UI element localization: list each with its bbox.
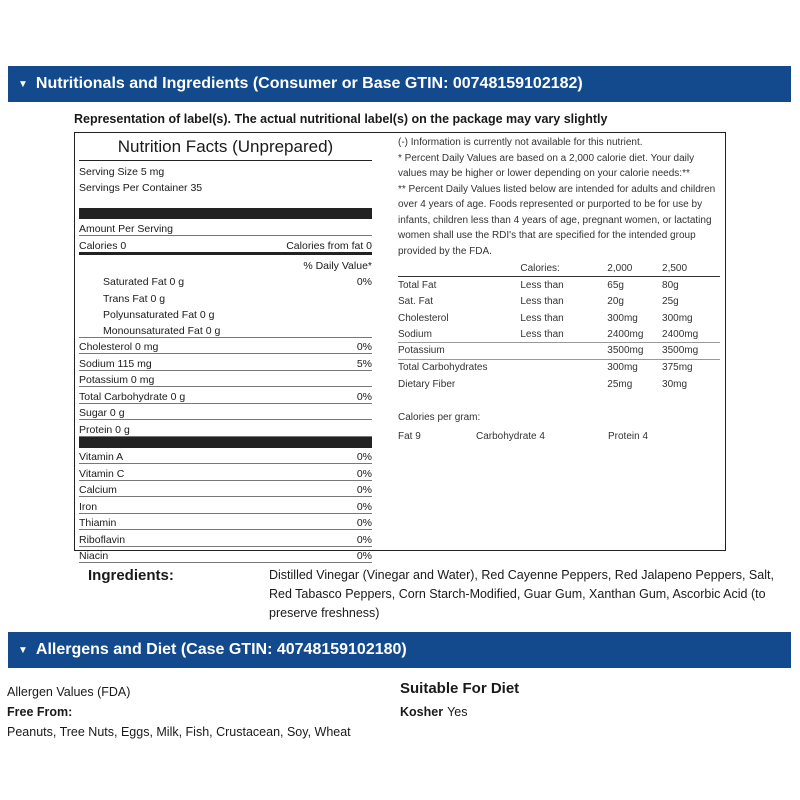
cpg-protein: Protein 4 bbox=[608, 430, 649, 442]
dv-table-row: Sodium Less than 2400mg 2400mg bbox=[398, 326, 720, 343]
calories-per-gram-title: Calories per gram: bbox=[398, 412, 481, 423]
suitable-for-diet bbox=[400, 680, 519, 719]
daily-value-header: % Daily Value* bbox=[303, 259, 372, 272]
calories-row: Calories 0 Calories from fat 0 bbox=[79, 240, 372, 252]
vitamin-row: Calcium 0% bbox=[79, 481, 372, 498]
vitamin-row: Riboflavin 0% bbox=[79, 530, 372, 547]
note-rdi: ** Percent Daily Values listed below are intended for adults and children over 4 years of age. Foods represented or purported to be for use by infants, children less than 4 years of age, pregnant women, or lactating women shall use the RDI's that are specified for the intended group provided by the FDA. bbox=[398, 183, 716, 257]
note-percent-dv: * Percent Daily Values are based on a 2,000 calorie diet. Your daily values may be higher or lower depending on your calorie needs:** bbox=[398, 152, 695, 179]
vitamin-row: Thiamin 0% bbox=[79, 514, 372, 531]
allergens-section-title: Allergens and Diet (Case GTIN: 40748159102180) bbox=[35, 641, 407, 658]
allergen-values bbox=[7, 682, 351, 742]
dv-table-row: Total Fat Less than 65g 80g bbox=[398, 279, 679, 291]
free-from-list: Peanuts, Tree Nuts, Eggs, Milk, Fish, Crustacean, Soy, Wheat bbox=[7, 725, 351, 739]
nutritionals-section-title: Nutritionals and Ingredients (Consumer or Base GTIN: 00748159102182) bbox=[35, 75, 583, 92]
dv-table-row: Dietary Fiber 25mg 30mg bbox=[398, 378, 688, 390]
diet-key: Kosher bbox=[400, 705, 444, 719]
caret-down-icon: ▼ bbox=[18, 78, 28, 90]
vitamin-row: Iron 0% bbox=[79, 497, 372, 514]
ingredients-text: Distilled Vinegar (Vinegar and Water), Red Cayenne Peppers, Red Jalapeno Peppers, Salt, Red Tabasco Peppers, Corn Starch-Modified, Guar Gum, Xanthan Gum, Ascorbic Acid (to preserve freshness) bbox=[269, 568, 774, 620]
representation-note: Representation of label(s). The actual nutritional label(s) on the package may vary slightly bbox=[74, 112, 608, 126]
amount-per-serving: Amount Per Serving bbox=[79, 219, 372, 236]
fat-row: Trans Fat 0 g bbox=[103, 292, 166, 305]
cpg-carb: Carbohydrate 4 bbox=[476, 430, 545, 442]
nutrition-label bbox=[74, 132, 726, 562]
servings-per-container: Servings Per Container 35 bbox=[79, 182, 203, 194]
fat-row: Polyunsaturated Fat 0 g bbox=[103, 309, 215, 321]
fat-row: Monounsaturated Fat 0 g bbox=[79, 321, 372, 338]
dv-table-row: Cholesterol Less than 300mg 300mg bbox=[398, 312, 693, 324]
ingredients-label: Ingredients: bbox=[88, 567, 174, 584]
nutrient-row: Sugar 0 g bbox=[79, 404, 372, 421]
diet-title: Suitable For Diet bbox=[400, 680, 520, 697]
cpg-fat: Fat 9 bbox=[398, 430, 421, 442]
nutrient-row: Cholesterol 0 mg 0% bbox=[79, 338, 372, 355]
nf-divider bbox=[79, 208, 372, 219]
nutrition-facts-title: Nutrition Facts (Unprepared) bbox=[79, 135, 372, 161]
caret-down-icon: ▼ bbox=[18, 644, 28, 656]
dv-table-row: Sat. Fat Less than 20g 25g bbox=[398, 296, 679, 307]
daily-value-notes bbox=[398, 135, 720, 444]
allergens-section-header[interactable] bbox=[8, 632, 791, 668]
fat-row: Saturated Fat 0 g 0% bbox=[103, 276, 372, 288]
daily-value-table bbox=[398, 260, 720, 392]
note-unavailable: (-) Information is currently not available for this nutrient. bbox=[398, 137, 643, 148]
vitamin-row: Vitamin C 0% bbox=[79, 464, 372, 481]
serving-size: Serving Size 5 mg bbox=[79, 165, 165, 178]
nutrition-facts-panel bbox=[79, 135, 372, 563]
dv-table-row: Total Carbohydrates 300mg 375mg bbox=[398, 362, 693, 373]
nutrient-row: Potassium 0 mg bbox=[79, 371, 372, 388]
free-from-label: Free From: bbox=[7, 705, 73, 719]
nf-divider bbox=[79, 437, 372, 448]
calories-per-gram bbox=[398, 410, 720, 444]
nutritionals-section-header[interactable] bbox=[8, 66, 791, 102]
diet-value: Yes bbox=[447, 705, 468, 719]
nutrient-row: Protein 0 g bbox=[79, 420, 372, 437]
allergen-title: Allergen Values (FDA) bbox=[7, 685, 131, 699]
nutrient-row: Total Carbohydrate 0 g 0% bbox=[79, 387, 372, 404]
dv-table-row: Calories: 2,000 2,500 bbox=[398, 260, 720, 277]
nutrient-row: Sodium 115 mg 5% bbox=[79, 354, 372, 371]
vitamin-row: Niacin 0% bbox=[79, 547, 372, 564]
dv-table-row: Potassium 3500mg 3500mg bbox=[398, 343, 720, 360]
vitamin-row: Vitamin A 0% bbox=[79, 448, 372, 465]
